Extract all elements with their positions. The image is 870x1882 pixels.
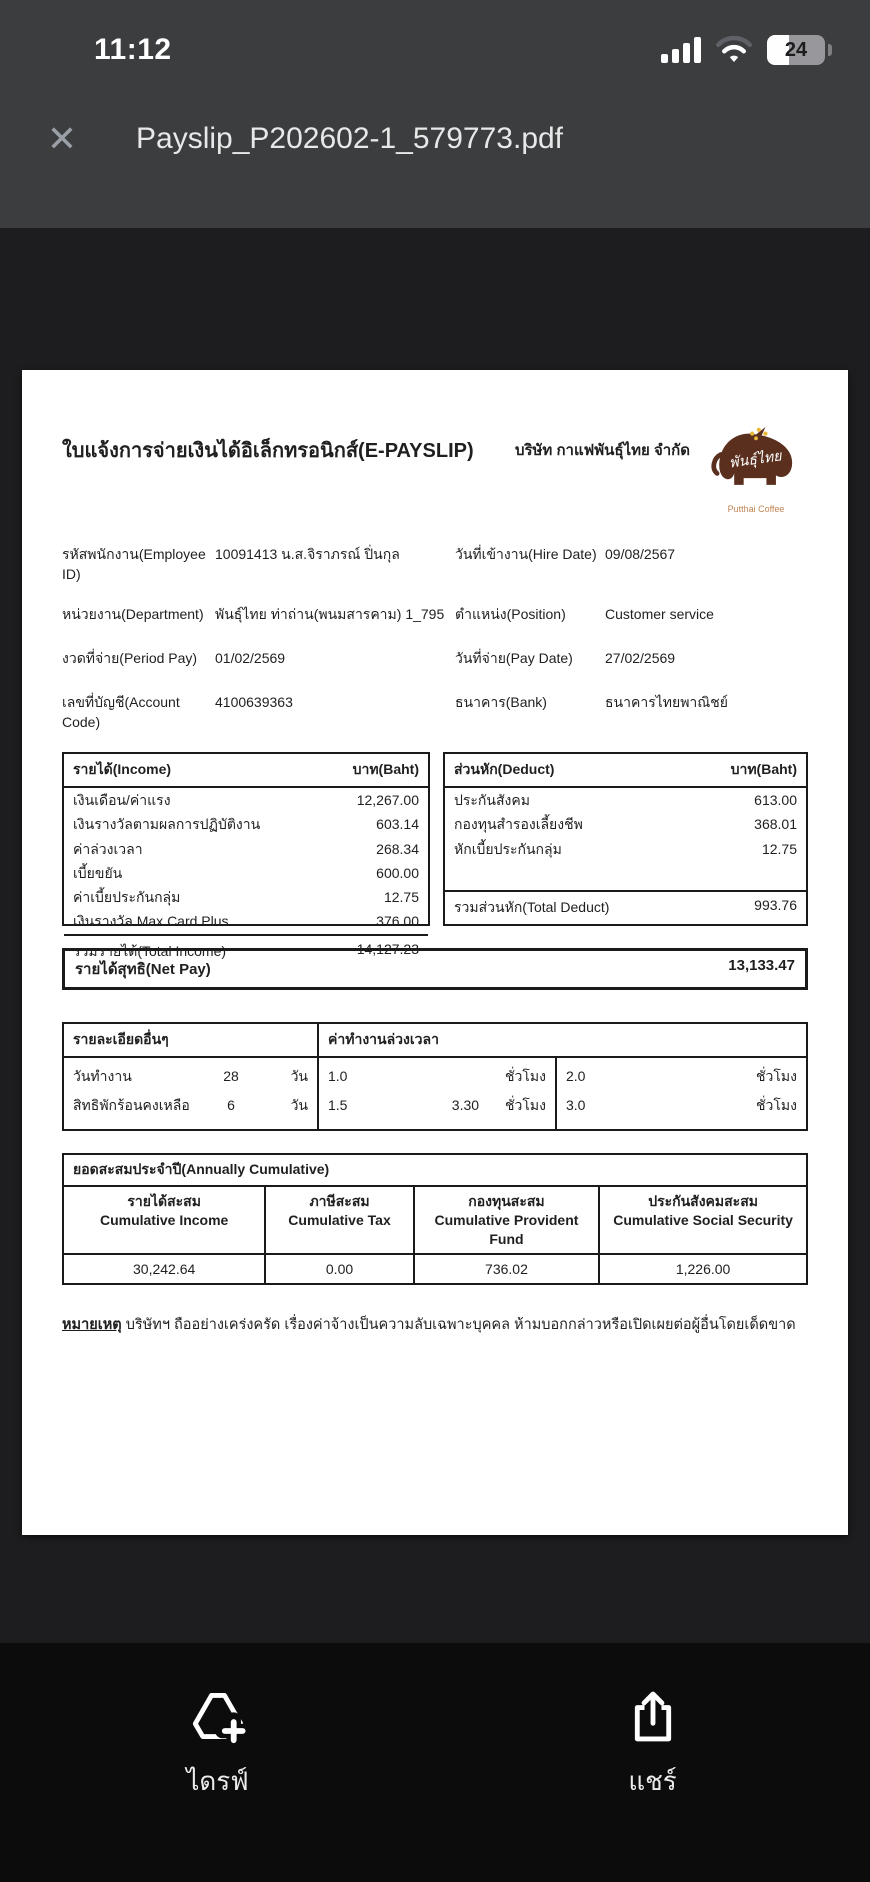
battery-icon: [767, 35, 825, 65]
net-pay-amount: 13,133.47: [728, 957, 795, 974]
cellular-signal-icon: [661, 37, 701, 63]
cumulative-social-value: 1,226.00: [598, 1255, 806, 1283]
elephant-logo-icon: [708, 426, 804, 500]
wifi-icon: [716, 36, 752, 64]
cumulative-col-header: ประกันสังคมสะสม Cumulative Social Security: [598, 1187, 806, 1254]
company-logo: [704, 426, 808, 514]
account-code-label: เลขที่บัญชี(Account Code): [62, 694, 180, 730]
logo-caption: Putthai Coffee: [727, 504, 785, 514]
table-row: เงินเดือน/ค่าแรง 12,267.00: [73, 792, 419, 808]
pay-date-label: วันที่จ่าย(Pay Date): [455, 650, 573, 666]
payslip-note: [62, 1313, 808, 1336]
table-row: เงินรางวัล Max Card Plus 376.00: [73, 913, 419, 930]
net-pay-label: รายได้สุทธิ(Net Pay): [75, 961, 211, 978]
deduct-table: [443, 752, 808, 926]
details-left-header: รายละเอียดอื่นๆ: [73, 1031, 169, 1047]
income-header: รายได้(Income): [73, 761, 172, 777]
top-header: [0, 0, 870, 228]
payslip-header: [62, 426, 808, 514]
battery-cap: [828, 44, 832, 56]
table-row: สิทธิพักร้อนคงเหลือ 6 วัน 1.5 3.30 ชั่วโมง 3.0 ชั่วโมง: [64, 1091, 806, 1120]
table-row: เงินรางวัลตามผลการปฏิบัติงาน 603.14: [73, 816, 419, 833]
share-label: แชร์: [628, 1766, 677, 1796]
pdf-viewer[interactable]: [0, 228, 870, 1643]
employee-id-value: 10091413 น.ส.จิราภรณ์ ปิ่นกุล: [215, 546, 400, 562]
pay-date-value: 27/02/2569: [605, 650, 676, 666]
income-table: [62, 752, 430, 959]
cumulative-col-header: รายได้สะสม Cumulative Income: [99, 1192, 229, 1228]
table-row: กองทุนสำรองเลี้ยงชีพ 368.01: [454, 816, 797, 833]
cumulative-provident-value: 736.02: [413, 1255, 599, 1283]
table-row: วันทำงาน 28 วัน 1.0 ชั่วโมง 2.0 ชั่วโมง: [64, 1062, 806, 1091]
share-icon: [624, 1687, 682, 1745]
svg-text:พันธุ์ไทย: พันธุ์ไทย: [728, 448, 783, 472]
table-row: ประกันสังคม 613.00: [454, 792, 797, 808]
table-row: ค่าล่วงเวลา 268.34: [73, 840, 419, 857]
note-text: บริษัทฯ ถืออย่างเคร่งครัด เรื่องค่าจ้างเป็นความลับเฉพาะบุคคล ห้ามบอกกล่าวหรือเปิดเผยต่อผู้อื่นโดยเด็ดขาด: [125, 1317, 796, 1334]
cumulative-col-header: ภาษีสะสม Cumulative Tax: [264, 1187, 412, 1254]
department-label: หน่วยงาน(Department): [62, 606, 204, 622]
clock: 11:12: [94, 33, 172, 66]
account-code-value: 4100639363: [215, 694, 293, 710]
deduct-unit: บาท(Baht): [730, 761, 797, 777]
hire-date-label: วันที่เข้างาน(Hire Date): [455, 546, 597, 562]
period-pay-label: งวดที่จ่าย(Period Pay): [62, 650, 198, 666]
bank-value: ธนาคารไทยพาณิชย์: [605, 694, 728, 710]
deduct-total-row: รวมส่วนหัก(Total Deduct) 993.76: [445, 890, 806, 924]
details-ot-header: ค่าทำงานล่วงเวลา: [317, 1024, 806, 1056]
bank-label: ธนาคาร(Bank): [455, 694, 547, 710]
income-total-row: รวมรายได้(Total Income) 14,127.23: [64, 934, 428, 968]
employee-info: [62, 544, 808, 730]
cumulative-table: [62, 1153, 808, 1286]
deduct-header: ส่วนหัก(Deduct): [454, 761, 555, 777]
drive-label: ไดรฟ์: [186, 1766, 249, 1796]
cumulative-title: ยอดสะสมประจำปี(Annually Cumulative): [64, 1155, 806, 1187]
cumulative-col-header: กองทุนสะสม Cumulative Provident Fund: [413, 1187, 599, 1254]
income-unit: บาท(Baht): [352, 761, 419, 777]
table-row: ค่าเบี้ยประกันกลุ่ม 12.75: [73, 889, 419, 906]
company-name: บริษัท กาแฟพันธุ์ไทย จำกัด: [514, 442, 690, 459]
close-icon[interactable]: ✕: [40, 117, 84, 161]
table-row: หักเบี้ยประกันกลุ่ม 12.75: [454, 840, 797, 857]
period-pay-value: 01/02/2569: [215, 650, 286, 666]
save-to-drive-button[interactable]: [118, 1687, 318, 1802]
position-label: ตำแหน่ง(Position): [455, 606, 566, 622]
battery-percent: 24: [784, 38, 808, 61]
cumulative-tax-value: 0.00: [264, 1255, 412, 1283]
cumulative-income-value: 30,242.64: [133, 1261, 196, 1278]
details-table: [62, 1022, 808, 1131]
share-button[interactable]: [553, 1687, 753, 1802]
bottom-action-bar: [0, 1643, 870, 1882]
position-value: Customer service: [605, 606, 714, 622]
payslip-title: ใบแจ้งการจ่ายเงินได้อิเล็กทรอนิกส์(E-PAYSLIP): [62, 440, 474, 462]
table-row: เบี้ยขยัน 600.00: [73, 864, 419, 881]
add-to-drive-icon: [189, 1687, 247, 1745]
status-bar: [0, 0, 870, 86]
department-value: พันธุ์ไทย ท่าถ่าน(พนมสารคาม) 1_795: [215, 606, 445, 622]
employee-id-label: รหัสพนักงาน(Employee ID): [62, 546, 206, 582]
hire-date-value: 09/08/2567: [605, 546, 676, 562]
document-header: [0, 86, 870, 206]
payslip-page: [22, 370, 848, 1535]
document-title: Payslip_P202602-1_579773.pdf: [136, 122, 564, 155]
note-label: หมายเหตุ: [62, 1317, 122, 1334]
